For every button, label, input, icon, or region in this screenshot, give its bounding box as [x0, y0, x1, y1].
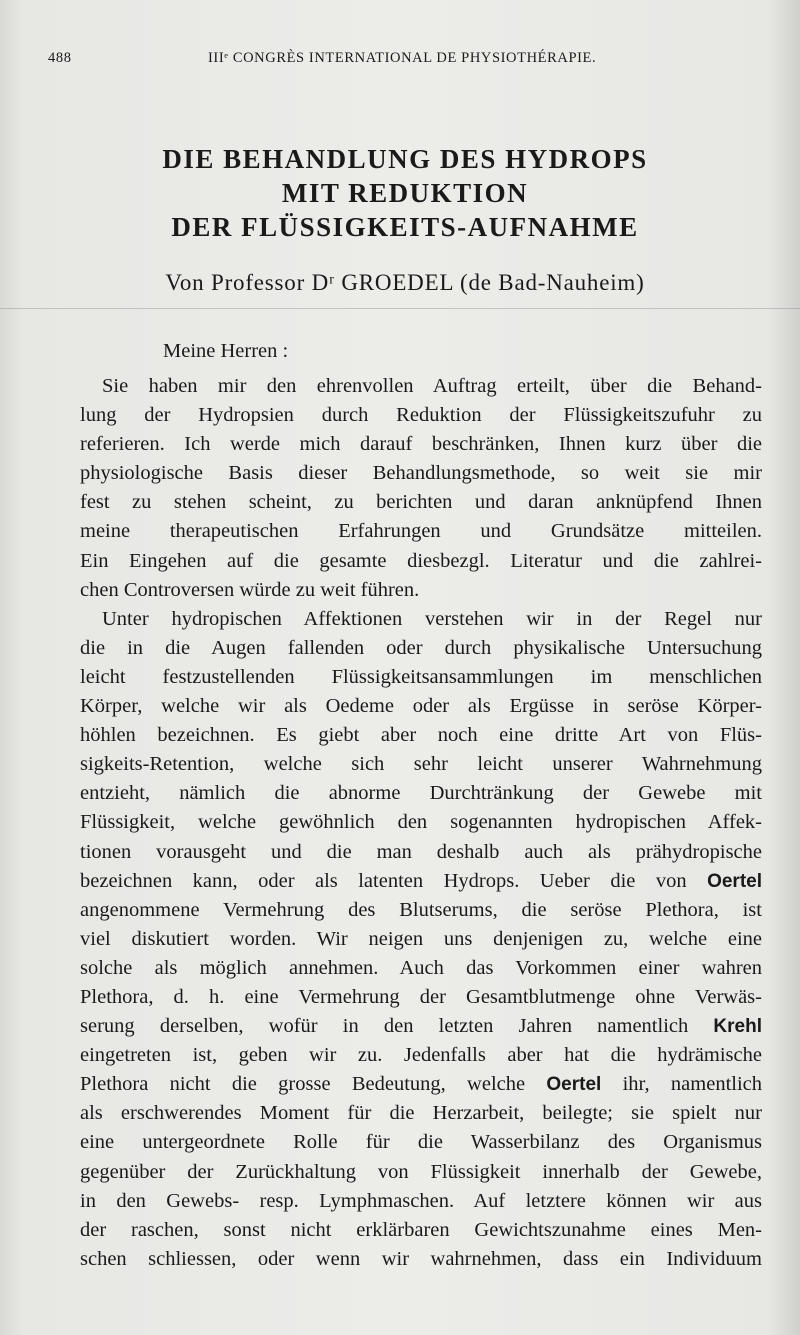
- cited-name: Oertel: [707, 870, 762, 892]
- text-line: [80, 1070, 762, 1099]
- title-line-3: DER FLÜSSIGKEITS-AUFNAHME: [171, 212, 639, 242]
- text-line: Ein Eingehen auf die gesamte diesbezgl. Literatur und die zahlrei-: [80, 549, 762, 572]
- text-line: [80, 867, 762, 896]
- cited-name: Krehl: [713, 1016, 762, 1038]
- text-line: meine therapeutischen Erfahrungen und Grundsätze mitteilen.: [80, 520, 762, 543]
- text-line: Unter hydropischen Affektionen verstehen wir in der Regel nur: [102, 607, 762, 630]
- text-line: Sie haben mir den ehrenvollen Auftrag erteilt, über die Behand-: [102, 375, 762, 397]
- running-title: IIIᵉ CONGRÈS INTERNATIONAL DE PHYSIOTHÉRAPIE.: [208, 50, 597, 66]
- text-line: entzieht, nämlich die abnorme Durchtränkung der Gewebe mit: [80, 782, 762, 805]
- text-segment: serung derselben, wofür in den letzten Jahren namentlich: [80, 1015, 689, 1038]
- running-head: [48, 50, 760, 74]
- text-line: Plethora, d. h. eine Vermehrung der Gesamtblutmenge ohne Verwäs-: [80, 985, 762, 1008]
- text-line: viel diskutiert worden. Wir neigen uns denjenigen zu, welche eine: [80, 927, 762, 950]
- text-line: sigkeits-Retention, welche sich sehr leicht unserer Wahrnehmung: [80, 753, 762, 776]
- text-line: höhlen bezeichnen. Es giebt aber noch eine dritte Art von Flüs-: [80, 724, 762, 747]
- text-line: in den Gewebs- resp. Lymphmaschen. Auf letztere können wir aus: [80, 1189, 762, 1212]
- text-line: als erschwerendes Moment für die Herzarbeit, beilegte; sie spielt nur: [80, 1102, 762, 1125]
- author-line: Von Professor Dʳ GROEDEL (de Bad-Nauheim): [165, 270, 645, 295]
- title-line-2: MIT REDUKTION: [281, 178, 529, 208]
- title-line-1: DIE BEHANDLUNG DES HYDROPS: [162, 144, 648, 174]
- page-number: 488: [48, 50, 72, 66]
- text-line: schen schliessen, oder wenn wir wahrnehmen, dass ein Individuum: [80, 1247, 762, 1270]
- text-line: die in die Augen fallenden oder durch physikalische Untersuchung: [80, 636, 762, 659]
- cited-name: Oertel: [546, 1074, 602, 1096]
- text-line: eine untergeordnete Rolle für die Wasserbilanz des Organismus: [80, 1131, 762, 1154]
- text-line: solche als möglich annehmen. Auch das Vorkommen einer wahren: [80, 956, 762, 979]
- text-segment: ihr, namentlich: [622, 1073, 763, 1096]
- text-segment: bezeichnen kann, oder als latenten Hydrops. Ueber die von: [80, 869, 687, 892]
- text-line: angenommene Vermehrung des Blutserums, die seröse Plethora, ist: [80, 898, 762, 921]
- text-line: eingetreten ist, geben wir zu. Jedenfalls aber hat die hydrämische: [80, 1044, 762, 1067]
- article-title: [60, 142, 750, 244]
- text-line: der raschen, sonst nicht erklärbaren Gewichtszunahme eines Men-: [80, 1218, 762, 1241]
- text-line: fest zu stehen scheint, zu berichten und daran anknüpfend Ihnen: [80, 491, 762, 514]
- text-line: Körper, welche wir als Oedeme oder als Ergüsse in seröse Körper-: [80, 695, 762, 718]
- text-line: lung der Hydropsien durch Reduktion der Flüssigkeitszufuhr zu: [80, 404, 762, 427]
- salutation: Meine Herren :: [163, 340, 289, 362]
- text-line: [80, 1012, 762, 1041]
- text-line: leicht festzustellenden Flüssigkeitsansammlungen im menschlichen: [80, 665, 762, 688]
- body-text: [80, 372, 762, 1274]
- text-line: tionen vorausgeht und die man deshalb auch als prähydropische: [80, 840, 762, 863]
- text-line: physiologische Basis dieser Behandlungsmethode, so weit sie mir: [80, 462, 762, 485]
- text-line: Flüssigkeit, welche gewöhnlich den sogenannten hydropischen Affek-: [80, 811, 762, 834]
- text-line: gegenüber der Zurückhaltung von Flüssigkeit innerhalb der Gewebe,: [80, 1160, 762, 1183]
- page-crease: [0, 308, 800, 309]
- text-line: referieren. Ich werde mich darauf beschränken, Ihnen kurz über die: [80, 433, 762, 456]
- text-line: chen Controversen würde zu weit führen.: [80, 578, 420, 601]
- text-segment: Plethora nicht die grosse Bedeutung, welche: [80, 1073, 526, 1096]
